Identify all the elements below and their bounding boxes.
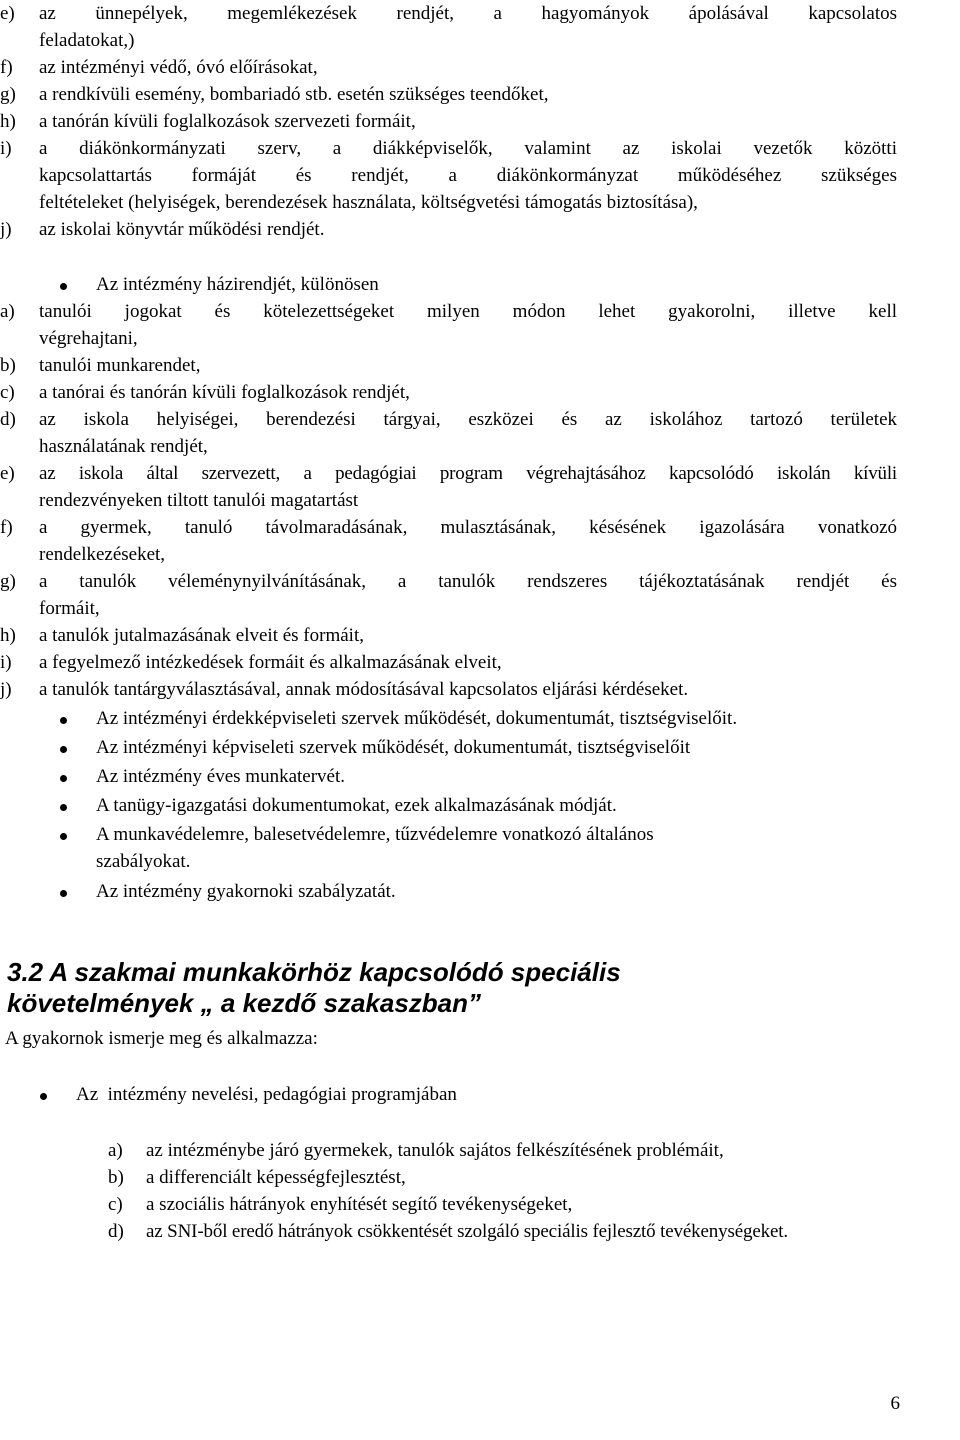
bullet-item-hazirend: [0, 271, 898, 298]
list-text-line: a szociális hátrányok enyhítését segítő tevékenységeket,: [146, 1194, 573, 1215]
list-text-line: az ünnepélyek, megemlékezések rendjét, a hagyományok ápolásával kapcsolatos: [39, 3, 897, 24]
list-marker: a): [108, 1140, 123, 1161]
list-text-line: a tanórán kívüli foglalkozások szervezeti formáit,: [39, 111, 416, 132]
bullet-text: Az intézményi képviseleti szervek működését, dokumentumát, tisztségviselőit: [96, 737, 691, 758]
list-marker: h): [0, 625, 16, 646]
list-text-line: a differenciált képességfejlesztést,: [146, 1167, 406, 1188]
list-text-line: tanulói munkarendet,: [39, 355, 201, 376]
bullet-text: A munkavédelemre, balesetvédelemre, tűzvédelemre vonatkozó általános: [96, 824, 654, 845]
list-b-item-c: [0, 379, 898, 406]
list-text-line: végrehajtani,: [39, 328, 138, 349]
bullet-item: [0, 878, 898, 905]
list-marker: e): [0, 463, 15, 484]
list-marker: c): [0, 382, 15, 403]
bullet-item: [0, 734, 898, 761]
bullet-icon: [60, 775, 67, 782]
bullet-item: [0, 821, 898, 875]
list-a-item-e: [0, 0, 898, 54]
list-b-item-f: [0, 514, 898, 568]
bullet-item: [0, 792, 898, 819]
bullet-item: [0, 763, 898, 790]
list-a-item-h: [0, 108, 898, 135]
list-marker: h): [0, 111, 16, 132]
bullet-icon: [60, 804, 67, 811]
list-a-item-j: [0, 216, 898, 243]
list-text-line: az iskolai könyvtár működési rendjét.: [39, 219, 325, 240]
list-marker: i): [0, 652, 12, 673]
list-c-item-a: [108, 1137, 958, 1164]
section-number: 3.2: [7, 957, 44, 987]
bullet-text: Az intézmény gyakornoki szabályzatát.: [96, 881, 396, 902]
list-marker: c): [108, 1194, 123, 1215]
list-text-line: az intézményi védő, óvó előírásokat,: [39, 57, 318, 78]
list-marker: f): [0, 57, 13, 78]
intro-text: A gyakornok ismerje meg és alkalmazza:: [5, 1028, 318, 1049]
list-text-line: feltételeket (helyiségek, berendezések használata, költségvetési támogatás biztosítása),: [39, 192, 698, 213]
list-text-line: kapcsolattartás formáját és rendjét, a diákönkormányzat működéséhez szükséges: [39, 165, 897, 186]
list-b-item-e: [0, 460, 898, 514]
list-b-item-i: [0, 649, 898, 676]
list-text-line: rendelkezéseket,: [39, 544, 166, 565]
list-text-line: az intézménybe járó gyermekek, tanulók sajátos felkészítésének problémáit,: [146, 1140, 724, 1161]
list-c-item-b: [108, 1164, 958, 1191]
list-text-line: tanulói jogokat és kötelezettségeket milyen módon lehet gyakorolni, illetve kell: [39, 301, 897, 322]
list-marker: f): [0, 517, 13, 538]
list-marker: e): [0, 3, 15, 24]
list-text-line: a tanulók véleménynyilvánításának, a tanulók rendszeres tájékoztatásának rendjét és: [39, 571, 897, 592]
list-b-item-g: [0, 568, 898, 622]
list-a-item-f: [0, 54, 898, 81]
bullet-text: Az intézmény éves munkatervét.: [96, 766, 346, 787]
bullet-text: szabályokat.: [96, 851, 191, 872]
bullet-icon: [60, 717, 67, 724]
list-text-line: az SNI-ből eredő hátrányok csökkentését szolgáló speciális fejlesztő tevékenységeket.: [146, 1221, 788, 1242]
list-b-item-b: [0, 352, 898, 379]
bullet-icon: [60, 833, 67, 840]
list-b-item-d: [0, 406, 898, 460]
list-marker: i): [0, 138, 12, 159]
bullet-icon: [40, 1093, 47, 1100]
list-text-line: a tanulók tantárgyválasztásával, annak módosításával kapcsolatos eljárási kérdéseket.: [39, 679, 689, 700]
list-a-item-i: [0, 135, 898, 216]
list-b-item-h: [0, 622, 898, 649]
bullet-icon: [60, 890, 67, 897]
list-marker: j): [0, 679, 12, 700]
list-text-line: az iskola által szervezett, a pedagógiai program végrehajtásához kapcsolódó iskolán kívüli: [39, 463, 897, 484]
bullet-text: A tanügy-igazgatási dokumentumokat, ezek alkalmazásának módját.: [96, 795, 617, 816]
list-a-item-g: [0, 81, 898, 108]
bullet-text: Az intézmény házirendjét, különösen: [96, 274, 379, 295]
bullet-item: [0, 705, 898, 732]
list-text-line: feladatokat,): [39, 30, 135, 51]
list-marker: j): [0, 219, 12, 240]
list-text-line: a fegyelmező intézkedések formáit és alkalmazásának elveit,: [39, 652, 502, 673]
list-text-line: rendezvényeken tiltott tanulói magatartást: [39, 490, 359, 511]
list-b-item-j: [0, 676, 898, 703]
list-marker: d): [108, 1221, 124, 1242]
page-number: 6: [890, 1393, 900, 1414]
list-marker: a): [0, 301, 15, 322]
list-marker: g): [0, 571, 16, 592]
bullet-text: Az intézményi érdekképviseleti szervek működését, dokumentumát, tisztségviselőit.: [96, 708, 738, 729]
list-c-item-c: [108, 1191, 958, 1218]
bullet-icon: [60, 283, 67, 290]
section-heading: [7, 957, 907, 1019]
list-text-line: formáit,: [39, 598, 100, 619]
list-marker: g): [0, 84, 16, 105]
section-heading-line-1: [7, 957, 907, 988]
list-text-line: a gyermek, tanuló távolmaradásának, mulasztásának, késésének igazolására vonatkozó: [39, 517, 897, 538]
list-marker: d): [0, 409, 16, 430]
list-text-line: az iskola helyiségei, berendezési tárgyai, eszközei és az iskolához tartozó területek: [39, 409, 897, 430]
section-title-line-2: követelmények „ a kezdő szakaszban”: [7, 988, 482, 1018]
bullet-item-program: [0, 1081, 898, 1108]
list-c-item-d: [108, 1218, 958, 1245]
bullet-icon: [60, 746, 67, 753]
list-text-line: a diákönkormányzati szerv, a diákképviselők, valamint az iskolai vezetők közötti: [39, 138, 897, 159]
list-text-line: használatának rendjét,: [39, 436, 208, 457]
bullet-text: Az intézmény nevelési, pedagógiai programjában: [76, 1084, 457, 1105]
list-text-line: a rendkívüli esemény, bombariadó stb. esetén szükséges teendőket,: [39, 84, 549, 105]
list-marker: b): [108, 1167, 124, 1188]
list-b-item-a: [0, 298, 898, 352]
section-title-line-1: A szakmai munkakörhöz kapcsolódó speciális: [49, 957, 621, 987]
list-text-line: a tanórai és tanórán kívüli foglalkozások rendjét,: [39, 382, 410, 403]
list-marker: b): [0, 355, 16, 376]
list-text-line: a tanulók jutalmazásának elveit és formáit,: [39, 625, 364, 646]
